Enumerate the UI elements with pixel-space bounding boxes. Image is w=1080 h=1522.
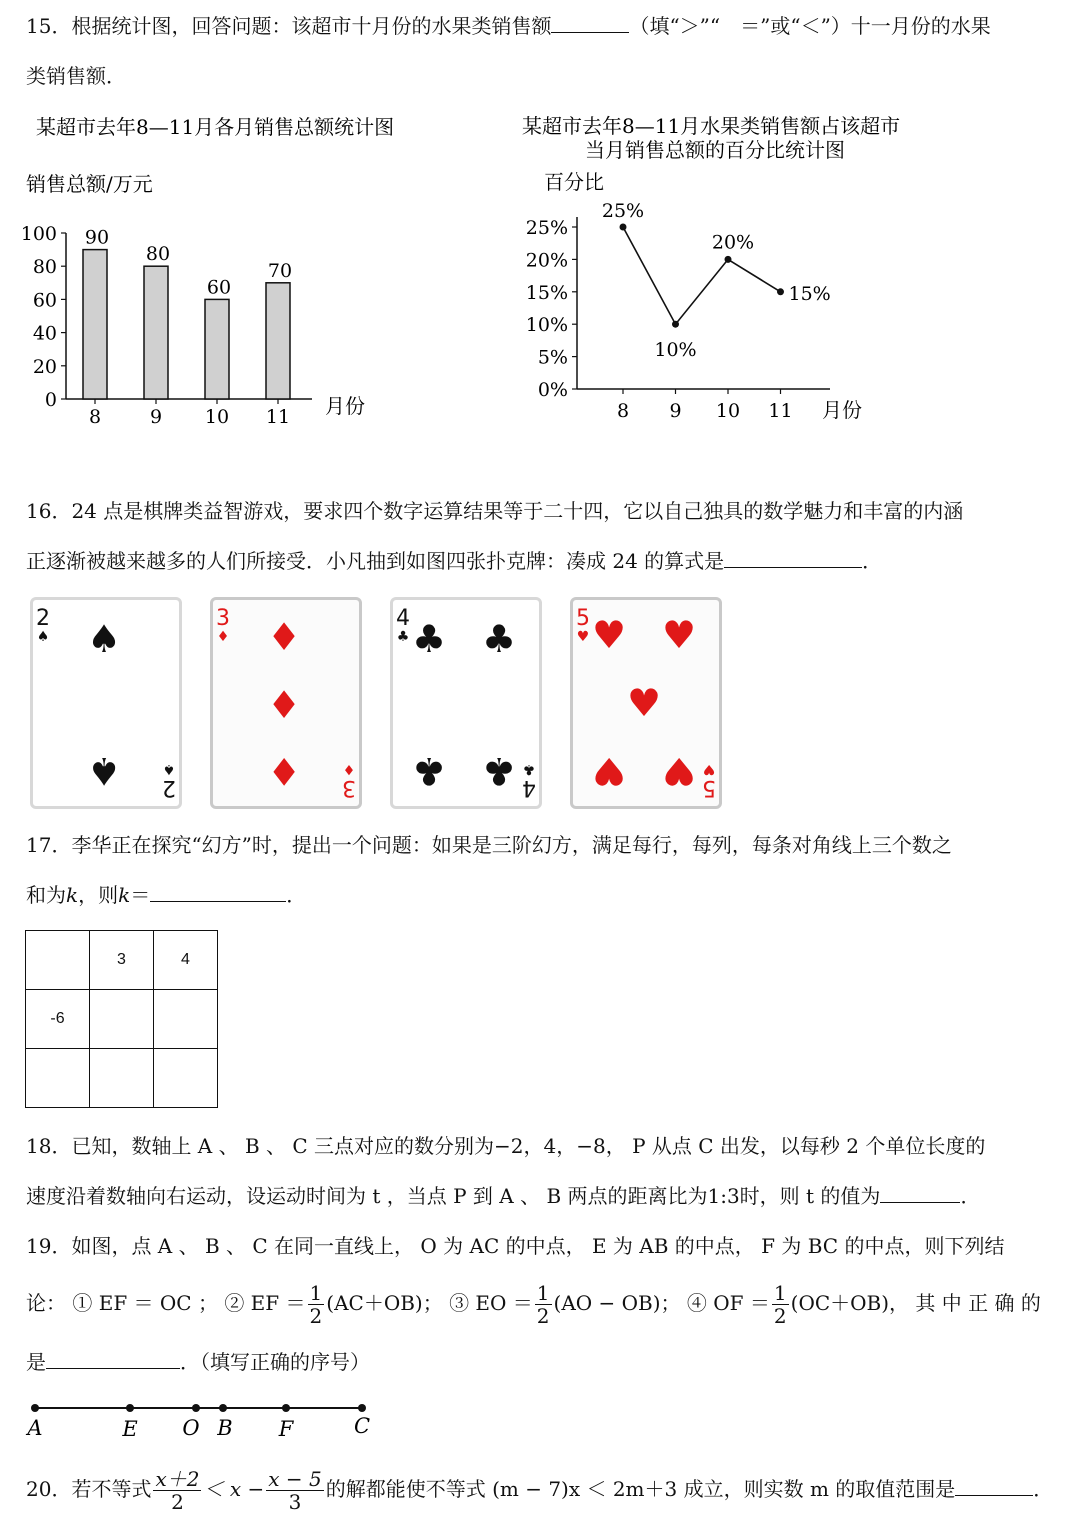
q16-line2 xyxy=(26,547,882,575)
q17-k2: k xyxy=(118,883,131,907)
point-marks xyxy=(25,1404,370,1441)
grid-cell: 3 xyxy=(90,931,154,990)
point-label: B xyxy=(217,1416,233,1440)
grid-cell: -6 xyxy=(26,990,90,1049)
heart-icon: ♥ xyxy=(592,613,627,657)
bar-chart xyxy=(0,105,520,435)
q19-lun: 论： xyxy=(26,1291,66,1315)
q19-line3 xyxy=(26,1348,370,1376)
club-icon: ♣ xyxy=(412,749,447,793)
card-corner-rank xyxy=(576,608,590,644)
line-chart-title-1: 某超市去年8—11月水果类销售额占该超市 xyxy=(522,114,901,138)
card-rank: 3 xyxy=(216,606,230,631)
q17-k: k xyxy=(66,883,79,907)
y-tick-label: 80 xyxy=(32,256,57,279)
y-tick-label: 20 xyxy=(32,355,57,378)
q17-end: ． xyxy=(286,883,307,907)
q18-stem: 速度沿着数轴向右运动，设运动时间为 t ，当点 P 到 A 、 B 两点的距离比为1:3时，则 t 的值为 xyxy=(26,1184,881,1208)
bar-chart-xlabel: 月份 xyxy=(325,394,365,418)
club-icon: ♣ xyxy=(482,749,517,793)
x-tick-label: 11 xyxy=(768,400,793,422)
q16-stem: 正逐渐被越来越多的人们所接受．小凡抽到如图四张扑克牌：凑成 24 的算式是 xyxy=(26,549,725,573)
bar-value-label: 60 xyxy=(206,276,232,299)
frac-num: x − 5 xyxy=(268,1467,322,1491)
q17-line2 xyxy=(26,881,306,909)
q19-conclusion-3b: (AO − OB)； xyxy=(553,1291,681,1315)
point-label: E xyxy=(122,1417,138,1441)
frac-num: 1 xyxy=(536,1281,550,1305)
q18-end: ． xyxy=(960,1184,981,1208)
q19-text-a: 是 xyxy=(26,1350,46,1374)
x-tick-label: 11 xyxy=(265,406,291,428)
card-corner-rank xyxy=(216,608,230,644)
card-rank: 2 xyxy=(36,606,50,631)
line-chart-title-2: 当月销售总额的百分比统计图 xyxy=(585,138,845,162)
bar-value-label: 80 xyxy=(145,243,171,266)
q17-text-a: 和为 xyxy=(26,883,66,907)
q20-text-a: 20．若不等式 xyxy=(26,1477,152,1501)
data-label: 20% xyxy=(711,231,755,254)
q17-eq: ＝ xyxy=(130,883,151,907)
q19-conclusion-3a: ③ EO ＝ xyxy=(449,1291,533,1315)
x-tick-label: 9 xyxy=(149,406,163,428)
playing-card-4 xyxy=(390,597,542,809)
y-tick-label: 60 xyxy=(32,289,57,312)
bar xyxy=(205,299,229,399)
point-B xyxy=(219,1404,227,1412)
point-label: A xyxy=(27,1416,43,1440)
heart-icon: ♥ xyxy=(627,681,662,725)
y-tick-label: 5% xyxy=(537,346,568,369)
q19-conclusion-2a: ② EF ＝ xyxy=(224,1291,306,1315)
q19-conclusion-4a: ④ OF ＝ xyxy=(686,1291,770,1315)
card-rank: 2 xyxy=(162,775,176,800)
q19-half-fraction xyxy=(308,1282,325,1327)
q20-end: ． xyxy=(1033,1477,1054,1501)
card-rank: 5 xyxy=(702,775,716,800)
point-label: F xyxy=(278,1417,294,1441)
q19-tail: 其 中 正 确 的 xyxy=(915,1291,1041,1315)
line-chart-ylabel: 百分比 xyxy=(544,170,604,194)
grid-cell xyxy=(90,1049,154,1108)
spade-icon: ♠ xyxy=(36,629,50,645)
q19-answer-blank[interactable] xyxy=(46,1348,180,1369)
q20-text-c: 的解都能使不等式 (m − 7)x ＜ 2m＋3 成立，则实数 m 的取值范围是 xyxy=(325,1477,956,1501)
q20-fraction-2 xyxy=(266,1468,323,1513)
frac-num: x＋2 xyxy=(155,1467,200,1491)
q20-text-b: ＜ x − xyxy=(203,1477,265,1501)
q20-answer-blank[interactable] xyxy=(955,1475,1033,1496)
spade-icon: ♠ xyxy=(87,617,122,661)
q18-line2 xyxy=(26,1182,980,1210)
card-corner-rank xyxy=(702,762,716,798)
grid-cell: 4 xyxy=(154,931,218,990)
y-tick-label: 0 xyxy=(44,389,57,411)
grid-cell xyxy=(26,1049,90,1108)
q16-line1: 16．24 点是棋牌类益智游戏，要求四个数字运算结果等于二十四，它以自己独具的数学魅力和丰富的内涵 xyxy=(26,499,964,523)
diamond-icon: ♦ xyxy=(267,615,302,659)
data-label: 10% xyxy=(654,339,697,362)
data-label: 15% xyxy=(788,282,831,305)
line-chart-marks xyxy=(602,200,831,361)
club-icon: ♣ xyxy=(522,761,536,777)
club-icon: ♣ xyxy=(482,617,517,661)
q15-answer-blank[interactable] xyxy=(551,12,629,33)
line-chart xyxy=(500,105,940,435)
grid-cell xyxy=(26,931,90,990)
data-point xyxy=(620,224,627,231)
y-tick-label: 25% xyxy=(525,217,568,239)
diamond-icon: ♦ xyxy=(267,683,302,727)
club-icon: ♣ xyxy=(396,629,410,645)
spade-icon: ♠ xyxy=(87,749,122,793)
bar-value-label: 90 xyxy=(84,226,110,249)
x-tick-label: 9 xyxy=(669,400,682,422)
point-label: O xyxy=(182,1416,200,1440)
point-F xyxy=(282,1404,290,1412)
q17-answer-blank[interactable] xyxy=(150,881,286,902)
q16-end: ． xyxy=(862,549,883,573)
frac-den: 2 xyxy=(773,1304,787,1328)
card-corner-rank xyxy=(342,762,356,798)
frac-den: 2 xyxy=(536,1304,550,1328)
heart-icon: ♥ xyxy=(702,761,716,777)
playing-card-5 xyxy=(570,597,722,809)
grid-cell xyxy=(90,990,154,1049)
spade-icon: ♠ xyxy=(162,761,176,777)
card-corner-rank xyxy=(522,762,536,798)
frac-den: 2 xyxy=(171,1490,184,1514)
series-line xyxy=(623,227,781,324)
q18-answer-blank[interactable] xyxy=(880,1182,960,1203)
playing-card-3 xyxy=(210,597,362,809)
point-label: C xyxy=(353,1414,371,1438)
y-tick-label: 0% xyxy=(537,379,568,401)
q19-conclusion-4b: (OC＋OB)， xyxy=(790,1291,910,1315)
y-tick-label: 100 xyxy=(20,223,57,245)
bar-chart-marks xyxy=(83,227,292,399)
x-tick-label: 10 xyxy=(715,400,741,422)
y-tick-label: 20% xyxy=(525,249,568,272)
y-tick-label: 15% xyxy=(525,281,568,304)
playing-card-2 xyxy=(30,597,182,809)
q19-line1: 19．如图，点 A 、 B 、 C 在同一直线上， O 为 AC 的中点， E 为 AB 的中点， F 为 BC 的中点，则下列结 xyxy=(26,1234,1005,1258)
q16-answer-blank[interactable] xyxy=(724,547,862,568)
frac-den: 3 xyxy=(288,1490,302,1514)
heart-icon: ♥ xyxy=(662,749,697,793)
card-corner-rank xyxy=(162,762,176,798)
diamond-icon: ♦ xyxy=(216,629,230,645)
q15-line2: 类销售额． xyxy=(26,64,126,88)
heart-icon: ♥ xyxy=(662,613,697,657)
q15-stem: 15．根据统计图，回答问题：该超市十月份的水果类销售额 xyxy=(26,14,552,38)
grid-cell xyxy=(154,1049,218,1108)
q15-options: （填“＞”“ ＝”或“＜”）十一月份的水果 xyxy=(629,14,991,38)
q17-line1: 17．李华正在探究“幻方”时，提出一个问题：如果是三阶幻方，满足每行，每列，每条对角线上三个数之 xyxy=(26,833,952,857)
q17-text-b: ，则 xyxy=(78,883,119,907)
card-corner-rank xyxy=(36,608,50,644)
q19-conclusion-1: ① EF ＝ OC ； xyxy=(72,1291,218,1315)
club-icon: ♣ xyxy=(412,617,447,661)
q20-fraction-1 xyxy=(153,1468,201,1513)
magic-square-grid xyxy=(25,930,218,1108)
point-C xyxy=(358,1404,366,1412)
data-label: 25% xyxy=(601,200,645,222)
frac-den: 2 xyxy=(309,1304,323,1328)
q15-line1 xyxy=(26,12,991,40)
q19-line2 xyxy=(26,1278,1041,1328)
bar xyxy=(83,250,107,399)
diamond-icon: ♦ xyxy=(342,761,356,777)
q19-text-b: ．（填写正确的序号） xyxy=(180,1350,370,1374)
data-point xyxy=(725,256,732,263)
x-tick-label: 8 xyxy=(616,400,630,422)
q20-line xyxy=(26,1460,1053,1518)
heart-icon: ♥ xyxy=(576,629,590,645)
q19-half-fraction xyxy=(772,1282,789,1327)
y-tick-label: 40 xyxy=(32,322,57,345)
frac-num: 1 xyxy=(309,1281,323,1305)
line-chart-xlabel: 月份 xyxy=(822,398,862,422)
q18-line1: 18．已知，数轴上 A 、 B 、 C 三点对应的数分别为−2，4，−8， P 从点 C 出发，以每秒 2 个单位长度的 xyxy=(26,1134,986,1158)
bar xyxy=(266,283,290,399)
card-rank: 4 xyxy=(522,775,536,800)
heart-icon: ♥ xyxy=(592,749,627,793)
card-rank: 4 xyxy=(396,606,410,631)
bar-value-label: 70 xyxy=(267,259,293,282)
data-point xyxy=(777,288,784,295)
bar-chart-ylabel: 销售总额/万元 xyxy=(26,172,153,196)
data-point xyxy=(672,321,679,328)
q19-half-fraction xyxy=(535,1282,552,1327)
grid-cell xyxy=(154,990,218,1049)
point-O xyxy=(192,1404,200,1412)
line-chart-axes xyxy=(526,217,830,422)
bar xyxy=(144,266,168,399)
card-corner-rank xyxy=(396,608,410,644)
bar-chart-title: 某超市去年8—11月各月销售总额统计图 xyxy=(36,115,395,139)
point-A xyxy=(31,1404,39,1412)
card-rank: 3 xyxy=(342,775,356,800)
point-E xyxy=(126,1404,134,1412)
x-tick-label: 8 xyxy=(88,406,102,428)
card-rank: 5 xyxy=(576,606,590,631)
point-line-diagram xyxy=(20,1395,380,1445)
diamond-icon: ♦ xyxy=(267,749,302,793)
y-tick-label: 10% xyxy=(525,314,568,337)
q19-conclusion-2b: (AC＋OB)； xyxy=(326,1291,443,1315)
frac-num: 1 xyxy=(773,1281,787,1305)
x-tick-label: 10 xyxy=(204,406,230,428)
